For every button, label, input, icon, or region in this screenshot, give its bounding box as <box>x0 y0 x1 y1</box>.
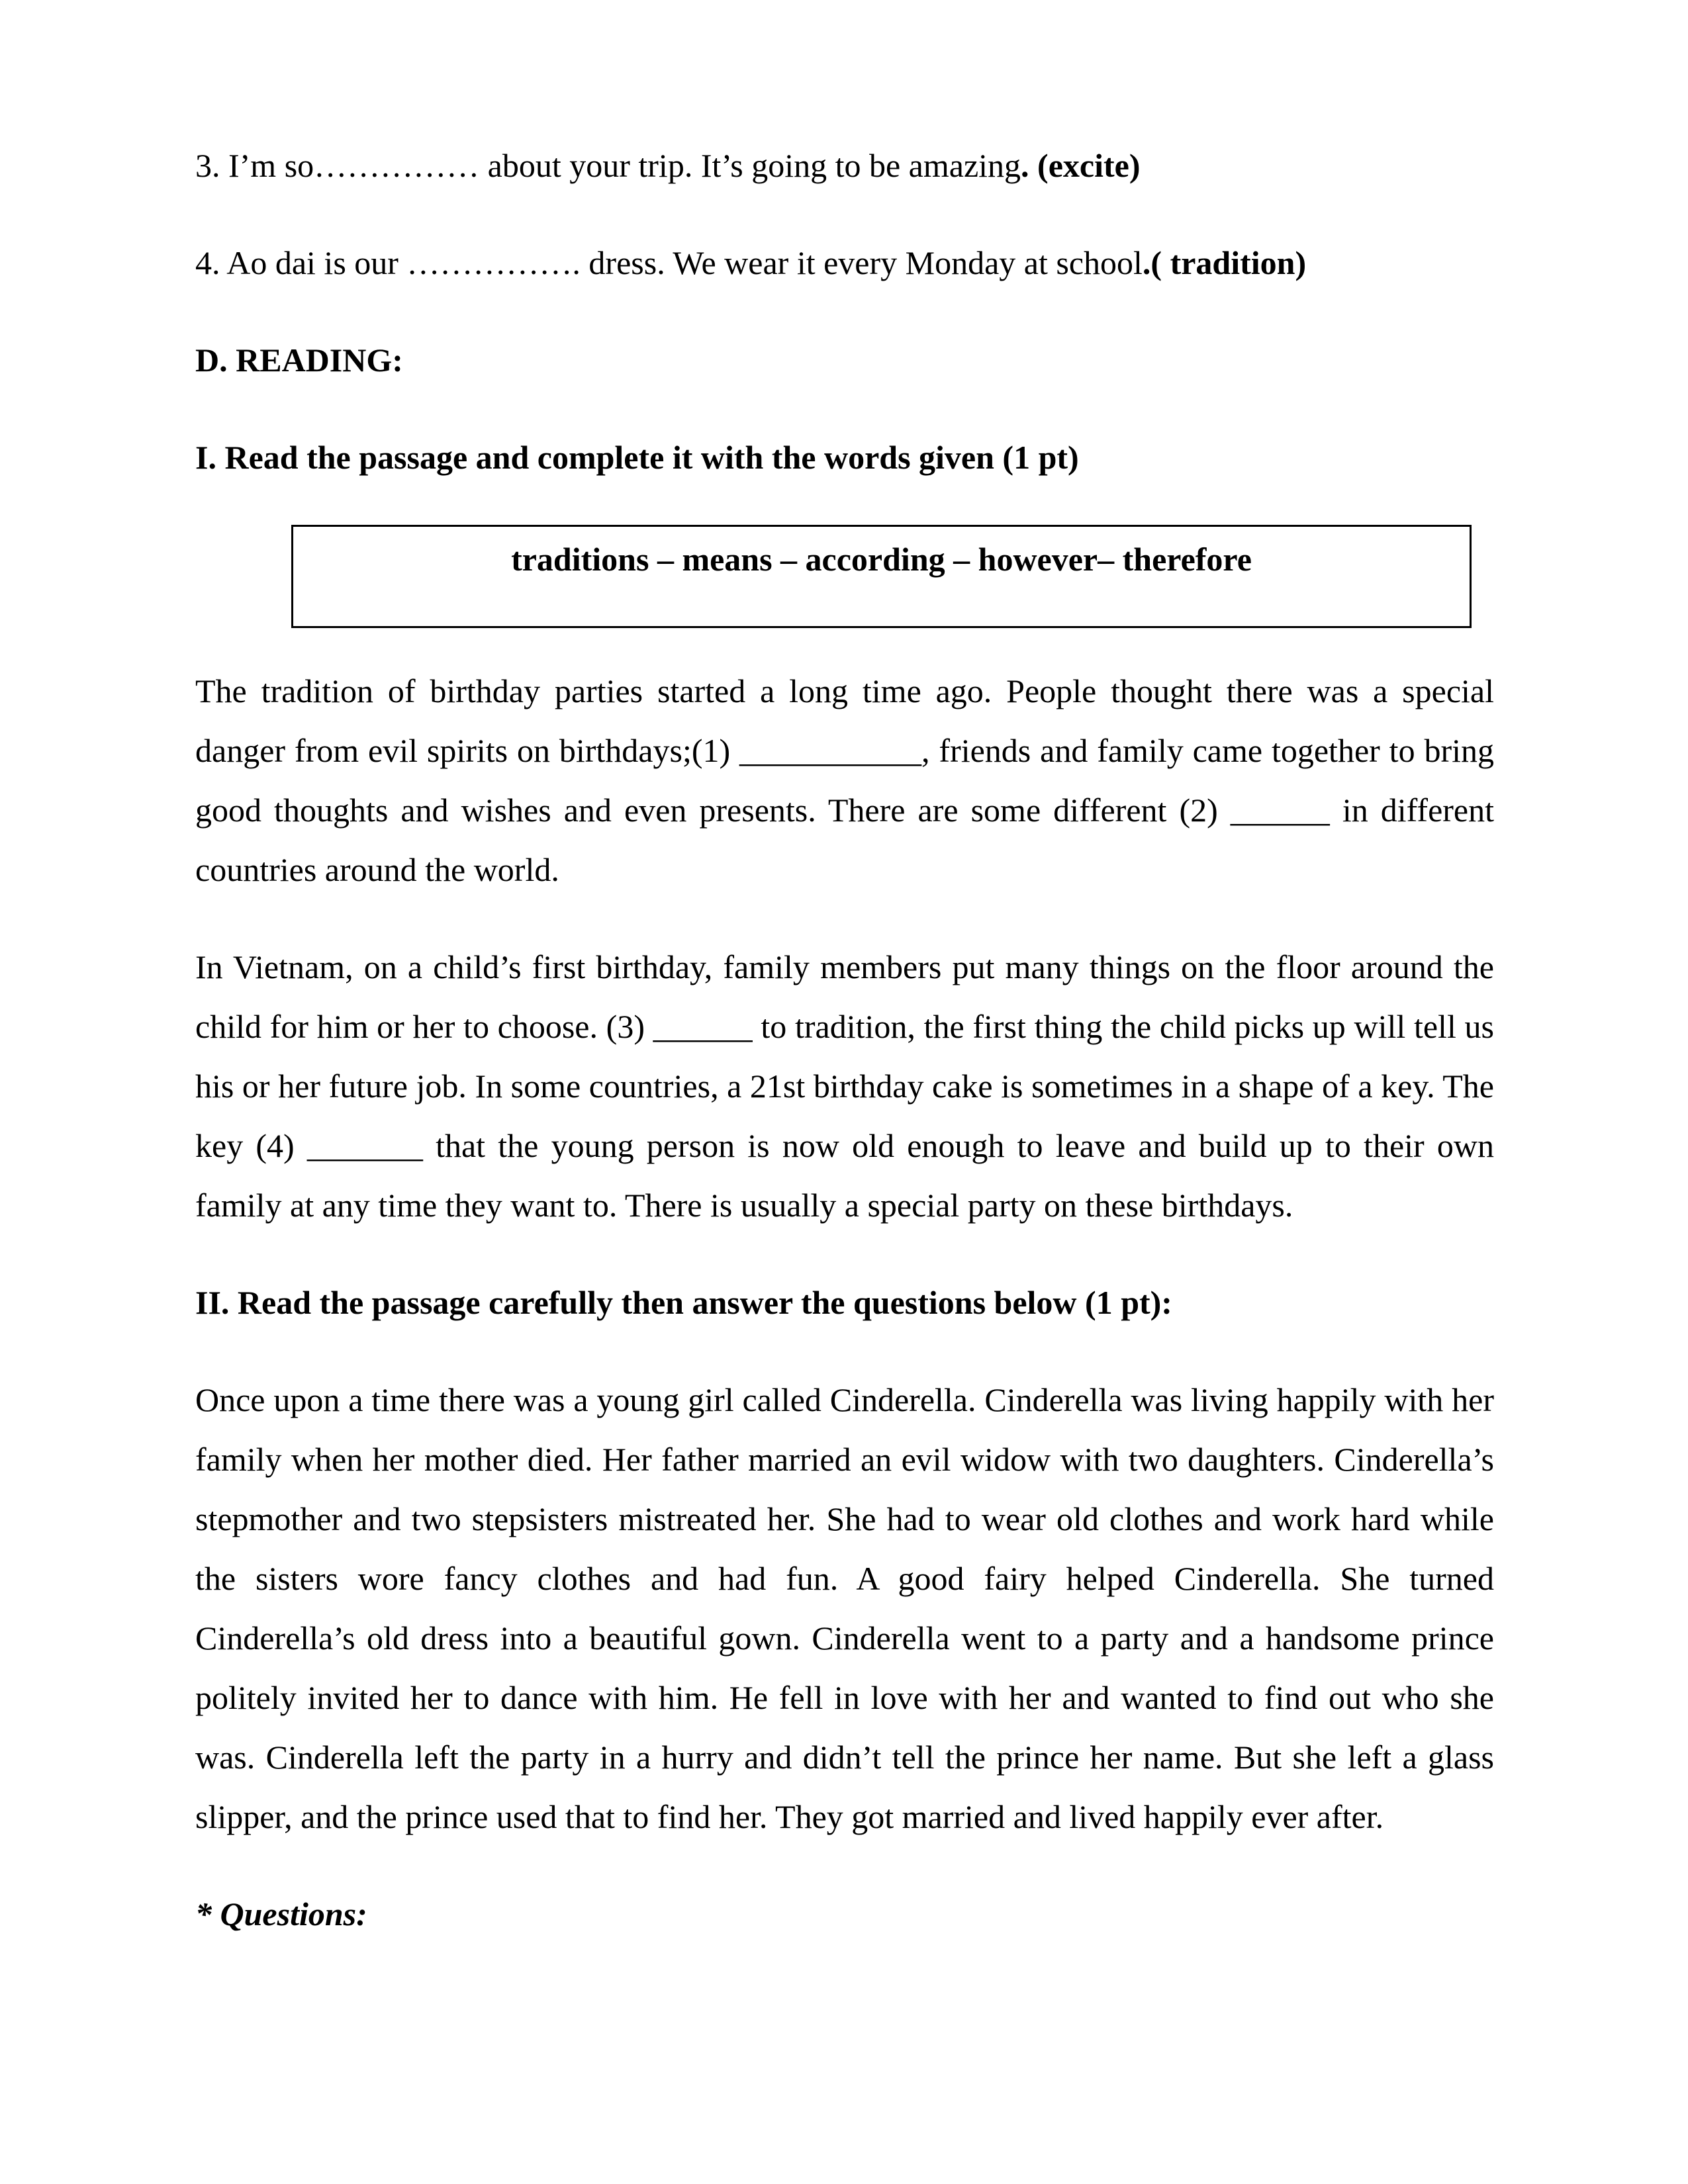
part1-heading: I. Read the passage and complete it with the words given (1 pt) <box>195 439 1079 476</box>
word-bank-words: traditions – means – according – however– therefore <box>511 541 1252 578</box>
exercise-item-3 <box>195 136 1494 195</box>
word-bank-box <box>291 525 1472 628</box>
item3-sentence: 3. I’m so…………… about your trip. It’s going to be amazing <box>195 147 1021 184</box>
part2-passage: Once upon a time there was a young girl called Cinderella. Cinderella was living happily with her family when her mother died. Her father married an evil widow with two daughters. Cinderella’s stepmother and two stepsisters mistreated her. She had to wear old clothes and work hard while the sisters wore fancy clothes and had fun. A good fairy helped Cinderella. She turned Cinderella’s old dress into a beautiful gown. Cinderella went to a party and a handsome prince politely invited her to dance with him. He fell in love with her and wanted to find out who she was. Cinderella left the party in a hurry and didn’t tell the prince her name. But she left a glass slipper, and the prince used that to find her. They got married and lived happily ever after. <box>195 1381 1494 1835</box>
exercise-item-4 <box>195 233 1494 293</box>
part1-passage-paragraph-2: In Vietnam, on a child’s first birthday, family members put many things on the floor around the child for him or her to choose. (3) ______ to tradition, the first thing the child picks up will tell us his or her future job. In some countries, a 21st birthday cake is sometimes in a shape of a key. The key (4) _______ that the young person is now old enough to leave and build up to their own family at any time they want to. There is usually a special party on these birthdays. <box>195 948 1494 1224</box>
item3-cue-word: . (excite) <box>1021 147 1141 184</box>
item4-cue-word: .( tradition) <box>1142 244 1307 281</box>
part1-passage-paragraph-1: The tradition of birthday parties started a long time ago. People thought there was a special danger from evil spirits on birthdays;(1) ___________, friends and family came together to bring good thoughts and wishes and even presents. There are some different (2) ______ in different countries around the world. <box>195 672 1494 888</box>
section-d-heading: D. READING: <box>195 341 403 379</box>
item4-sentence: 4. Ao dai is our ……………. dress. We wear it every Monday at school <box>195 244 1143 281</box>
questions-label: * Questions: <box>195 1895 367 1933</box>
part2-heading: II. Read the passage carefully then answer the questions below (1 pt): <box>195 1284 1172 1321</box>
